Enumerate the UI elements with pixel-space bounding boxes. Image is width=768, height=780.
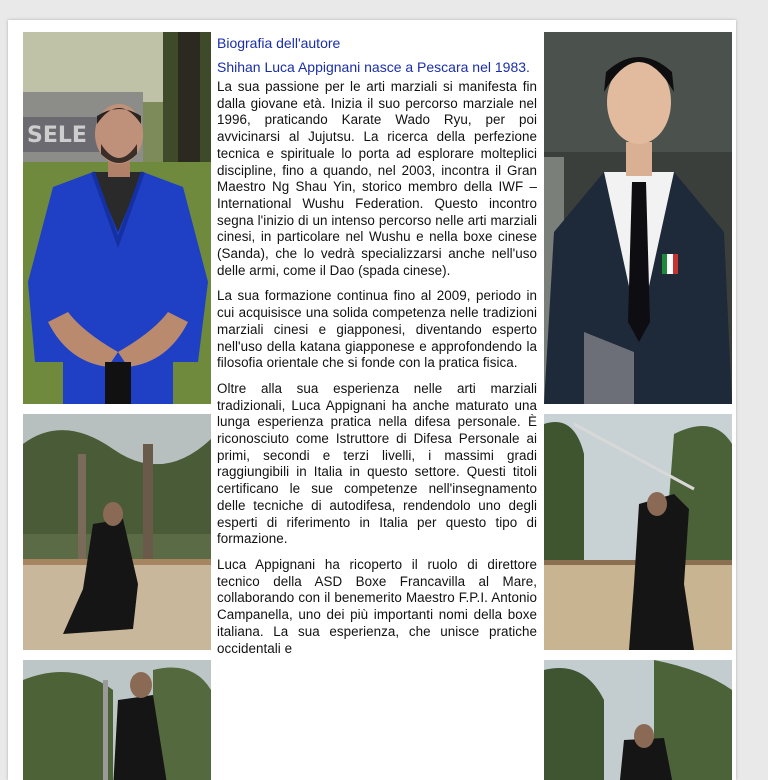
person-in-blue-gi-photo <box>23 32 211 404</box>
svg-text:SELE: SELE <box>27 123 87 148</box>
document-page <box>8 20 736 780</box>
biography-text <box>217 35 537 666</box>
paragraph-1: La sua passione per le arti marziali si manifesta fin dalla giovane età. Inizia il suo percorso marziale nel 1996, praticando Karate Wado Ryu, per poi avvicinarsi al Jujutsu. La ricerca della perfezione tecnica e spirituale lo porta ad esplorare molteplici discipline, fino a quando, nel 2003, incontra il Gran Maestro Ng Shau Yin, storico membro della IWF – International Wushu Federation. Questo incontro segna l'inizio di un intenso percorso nelle arti marziali cinesi, in particolare nel Wushu e nella boxe cinese (Sanda), che lo vedrà specializzarsi anche nell'uso delle armi, come il Dao (spada cinese). <box>217 79 537 278</box>
katana-raised-photo <box>544 414 732 650</box>
page-title: Biografia dell'autore <box>217 35 341 51</box>
stance-trees-photo <box>23 660 211 780</box>
stance-outdoor-photo <box>23 414 211 650</box>
young-man-in-suit-photo <box>544 32 732 404</box>
paragraph-4: Luca Appignani ha ricoperto il ruolo di direttore tecnico della ASD Boxe Francavilla al Mare, collaborando con il benemerito Maestro F.P.I. Antonio Campanella, uno dei più importanti nomi della boxe italiana. La sua esperienza, che unisce pratiche occidentali e <box>217 556 537 656</box>
subtitle: Shihan Luca Appignani nasce a Pescara nel 1983. <box>217 59 530 75</box>
sword-trees-photo <box>544 660 732 780</box>
paragraph-3: Oltre alla sua esperienza nelle arti marziali tradizionali, Luca Appignani ha anche maturato una lunga esperienza pratica nella difesa personale. È riconosciuto come Istruttore di Difesa Personale ai primi, secondi e terzi livelli, i massimi gradi raggiungibili in Italia in questo settore. Questi titoli certificano le sue competenze nell'insegnamento delle tecniche di autodifesa, rendendolo uno degli esperti di riferimento in Italia per questo tipo di formazione. <box>217 380 537 547</box>
paragraph-2: La sua formazione continua fino al 2009, periodo in cui acquisisce una solida competenza nelle tradizioni marziali cinesi e giapponesi, diventando esperto nell'uso della katana giapponese e approfondendo la filosofia orientale che si fonde con la pratica fisica. <box>217 288 537 371</box>
